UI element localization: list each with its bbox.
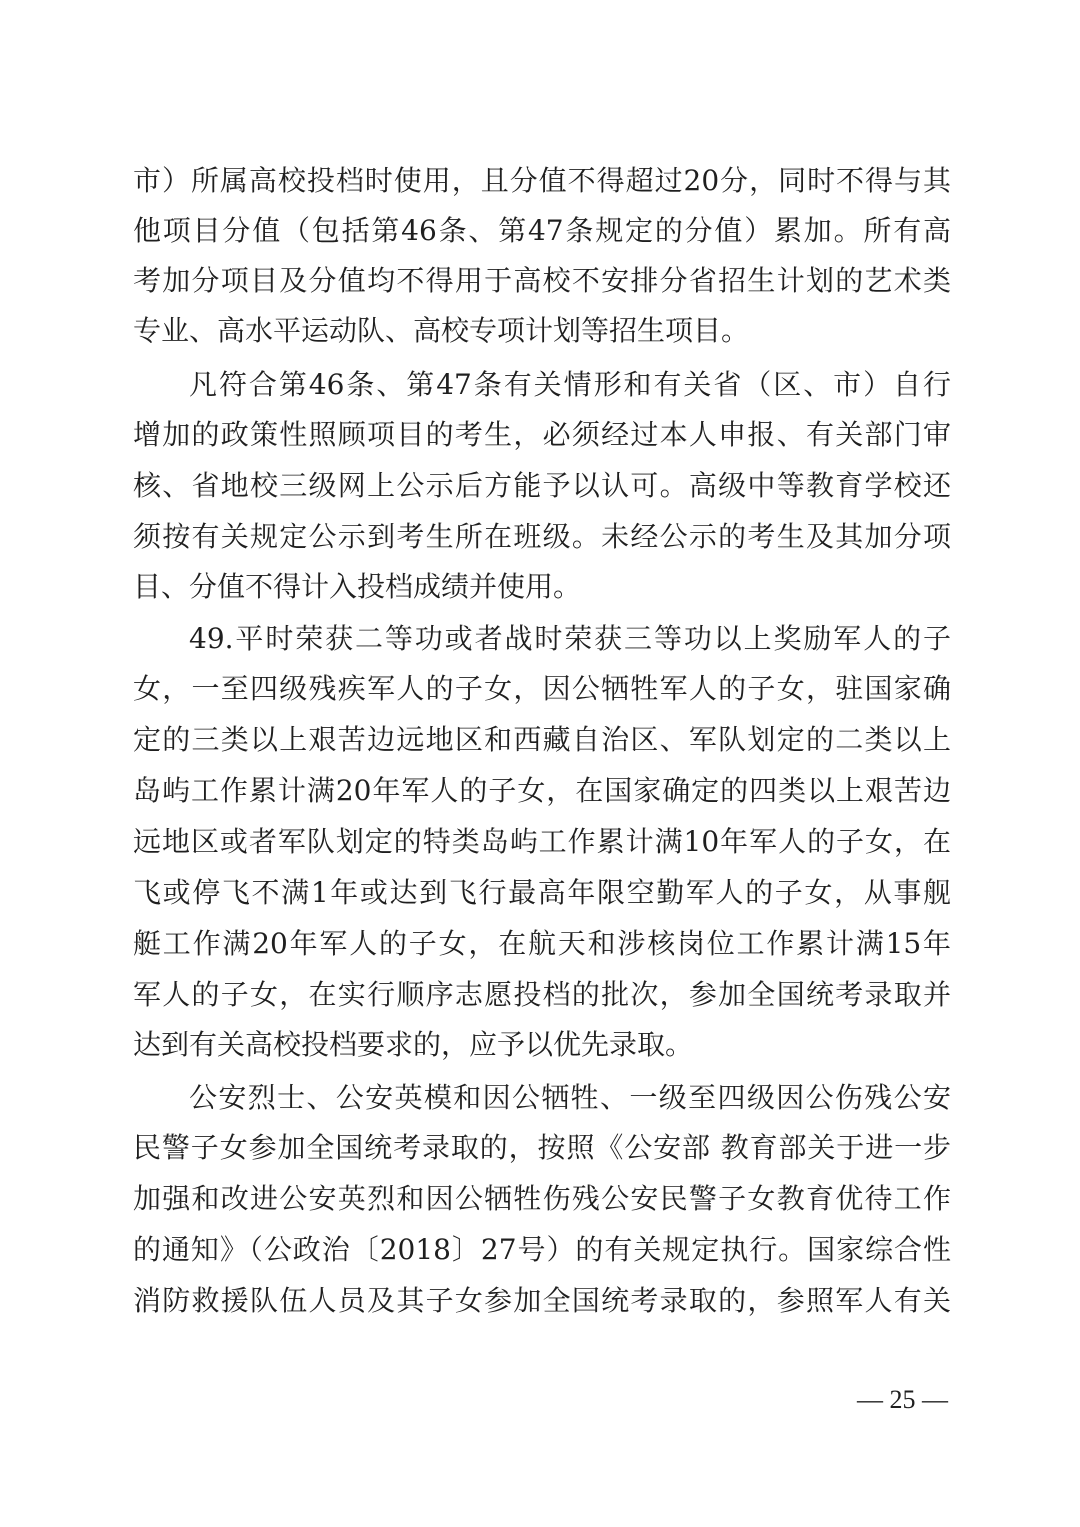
text-line-5: 凡符合第46条、第47条有关情形和有关省（区、市）自行 [189,368,951,401]
text-line-2: 他项目分值（包括第46条、第47条规定的分值）累加。所有高 [133,214,951,247]
text-line-14: 远地区或者军队划定的特类岛屿工作累计满10年军人的子女，在 [133,825,951,858]
text-line-9: 目、分值不得计入投档成绩并使用。 [133,570,582,603]
text-line-15: 飞或停飞不满1年或达到飞行最高年限空勤军人的子女，从事舰 [133,876,951,909]
text-line-17: 军人的子女，在实行顺序志愿投档的批次，参加全国统考录取并 [133,978,951,1011]
text-line-22: 的通知》（公政治〔2018〕27号）的有关规定执行。国家综合性 [133,1233,951,1266]
text-line-13: 岛屿工作累计满20年军人的子女，在国家确定的四类以上艰苦边 [133,774,951,807]
text-line-23: 消防救援队伍人员及其子女参加全国统考录取的，参照军人有关 [133,1284,951,1317]
text-line-11: 女，一至四级残疾军人的子女，因公牺牲军人的子女，驻国家确 [133,672,951,705]
text-line-10: 49.平时荣获二等功或者战时荣获三等功以上奖励军人的子 [189,622,951,655]
text-line-3: 考加分项目及分值均不得用于高校不安排分省招生计划的艺术类 [133,264,951,297]
text-line-6: 增加的政策性照顾项目的考生，必须经过本人申报、有关部门审 [133,418,951,451]
text-line-21: 加强和改进公安英烈和因公牺牲伤残公安民警子女教育优待工作 [133,1182,951,1215]
text-line-16: 艇工作满20年军人的子女，在航天和涉核岗位工作累计满15年 [133,927,951,960]
text-line-19: 公安烈士、公安英模和因公牺牲、一级至四级因公伤残公安 [189,1081,951,1114]
page-number: — 25 — [857,1385,948,1414]
text-line-8: 须按有关规定公示到考生所在班级。未经公示的考生及其加分项 [133,520,951,553]
text-line-7: 核、省地校三级网上公示后方能予以认可。高级中等教育学校还 [133,469,951,502]
text-line-20: 民警子女参加全国统考录取的，按照《公安部 教育部关于进一步 [133,1131,951,1164]
text-line-1: 市）所属高校投档时使用，且分值不得超过20分，同时不得与其 [133,164,951,197]
text-line-4: 专业、高水平运动队、高校专项计划等招生项目。 [133,314,750,347]
text-line-12: 定的三类以上艰苦边远地区和西藏自治区、军队划定的二类以上 [133,723,951,756]
text-line-18: 达到有关高校投档要求的，应予以优先录取。 [133,1028,694,1061]
